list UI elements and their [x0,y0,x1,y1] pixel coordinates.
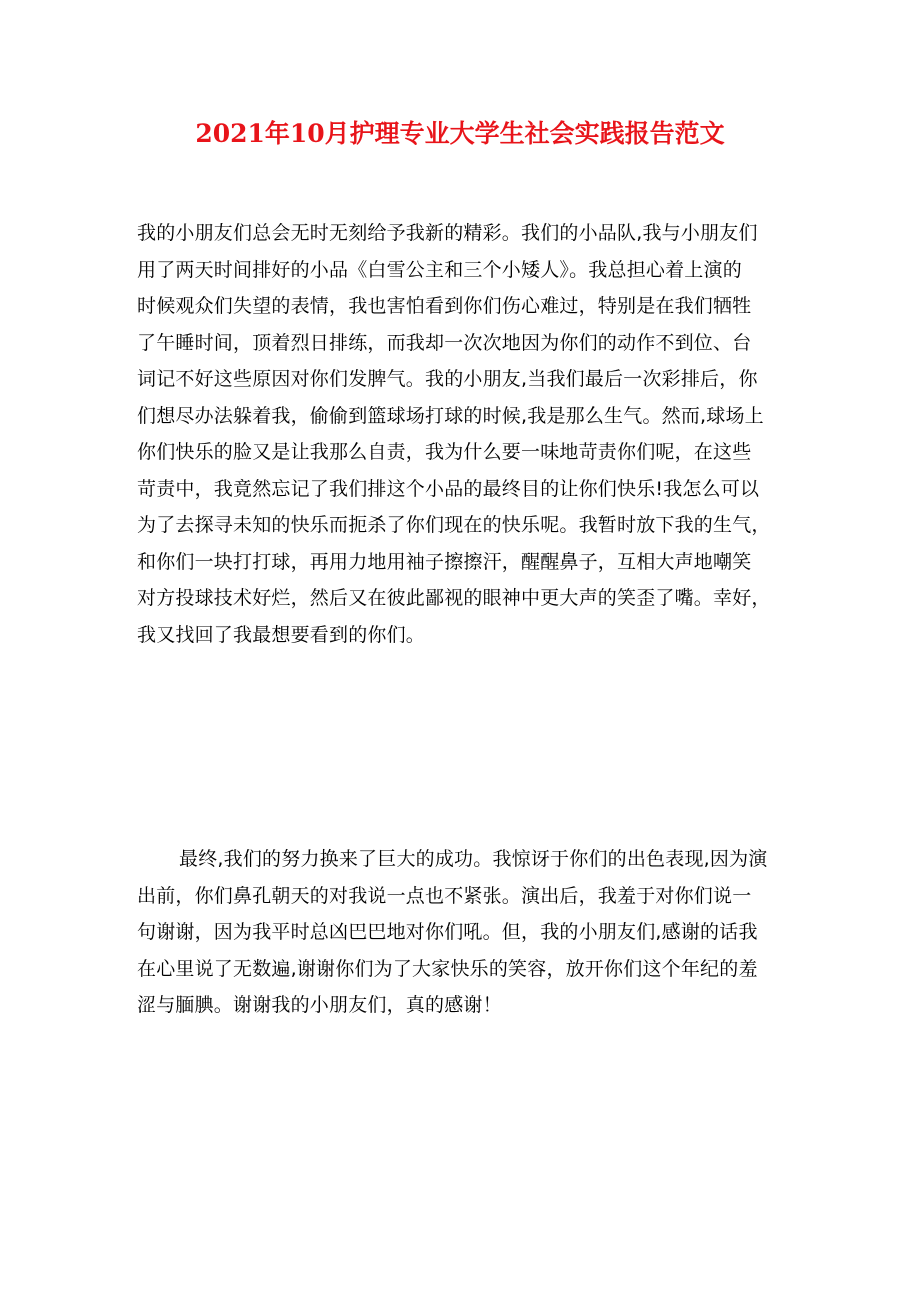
paragraph-line: 涩与腼腆。谢谢我的小朋友们，真的感谢！ [137,994,502,1016]
paragraph-line: 了午睡时间，顶着烈日排练，而我却一次次地因为你们的动作不到位、台 [137,331,752,354]
paragraph-line: 时候观众们失望的表情，我也害怕看到你们伤心难过，特别是在我们牺牲 [137,295,752,317]
paragraph-line: 苛责中，我竟然忘记了我们排这个小品的最终目的让你们快乐!我怎么可以 [137,477,760,500]
paragraph-line: 词记不好这些原因对你们发脾气。我的小朋友,当我们最后一次彩排后，你 [137,368,758,390]
paragraph-line: 为了去探寻未知的快乐而扼杀了你们现在的快乐呢。我暂时放下我的生气， [137,514,771,536]
paragraph-line: 最终,我们的努力换来了巨大的成功。我惊讶于你们的出色表现,因为演 [179,848,768,870]
paragraph-line: 用了两天时间排好的小品《白雪公主和三个小矮人》。我总担心着上演的 [137,258,742,281]
paragraph-line: 们想尽办法躲着我，偷偷到篮球场打球的时候,我是那么生气。然而,球场上 [137,404,764,427]
paragraph-line: 我的小朋友们总会无时无刻给予我新的精彩。我们的小品队,我与小朋友们 [137,222,758,244]
document-title: 2021年10月护理专业大学生社会实践报告范文 [195,119,725,148]
paragraph-line: 在心里说了无数遍,谢谢你们为了大家快乐的笑容，放开你们这个年纪的羞 [137,957,758,980]
paragraph-line: 对方投球技术好烂，然后又在彼此鄙视的眼神中更大声的笑歪了嘴。幸好， [137,587,771,609]
paragraph-2 [137,841,797,1024]
paragraph-line: 和你们一块打打球，再用力地用袖子擦擦汗，醒醒鼻子，互相大声地嘲笑 [137,550,752,573]
paragraph-1 [137,215,797,653]
paragraph-line: 句谢谢，因为我平时总凶巴巴地对你们吼。但，我的小朋友们,感谢的话我 [137,921,758,943]
paragraph-line: 你们快乐的脸又是让我那么自责，我为什么要一味地苛责你们呢，在这些 [137,441,752,463]
paragraph-line: 我又找回了我最想要看到的你们。 [137,623,426,646]
paragraph-line: 出前，你们鼻孔朝天的对我说一点也不紧张。演出后，我羞于对你们说一 [137,884,752,907]
